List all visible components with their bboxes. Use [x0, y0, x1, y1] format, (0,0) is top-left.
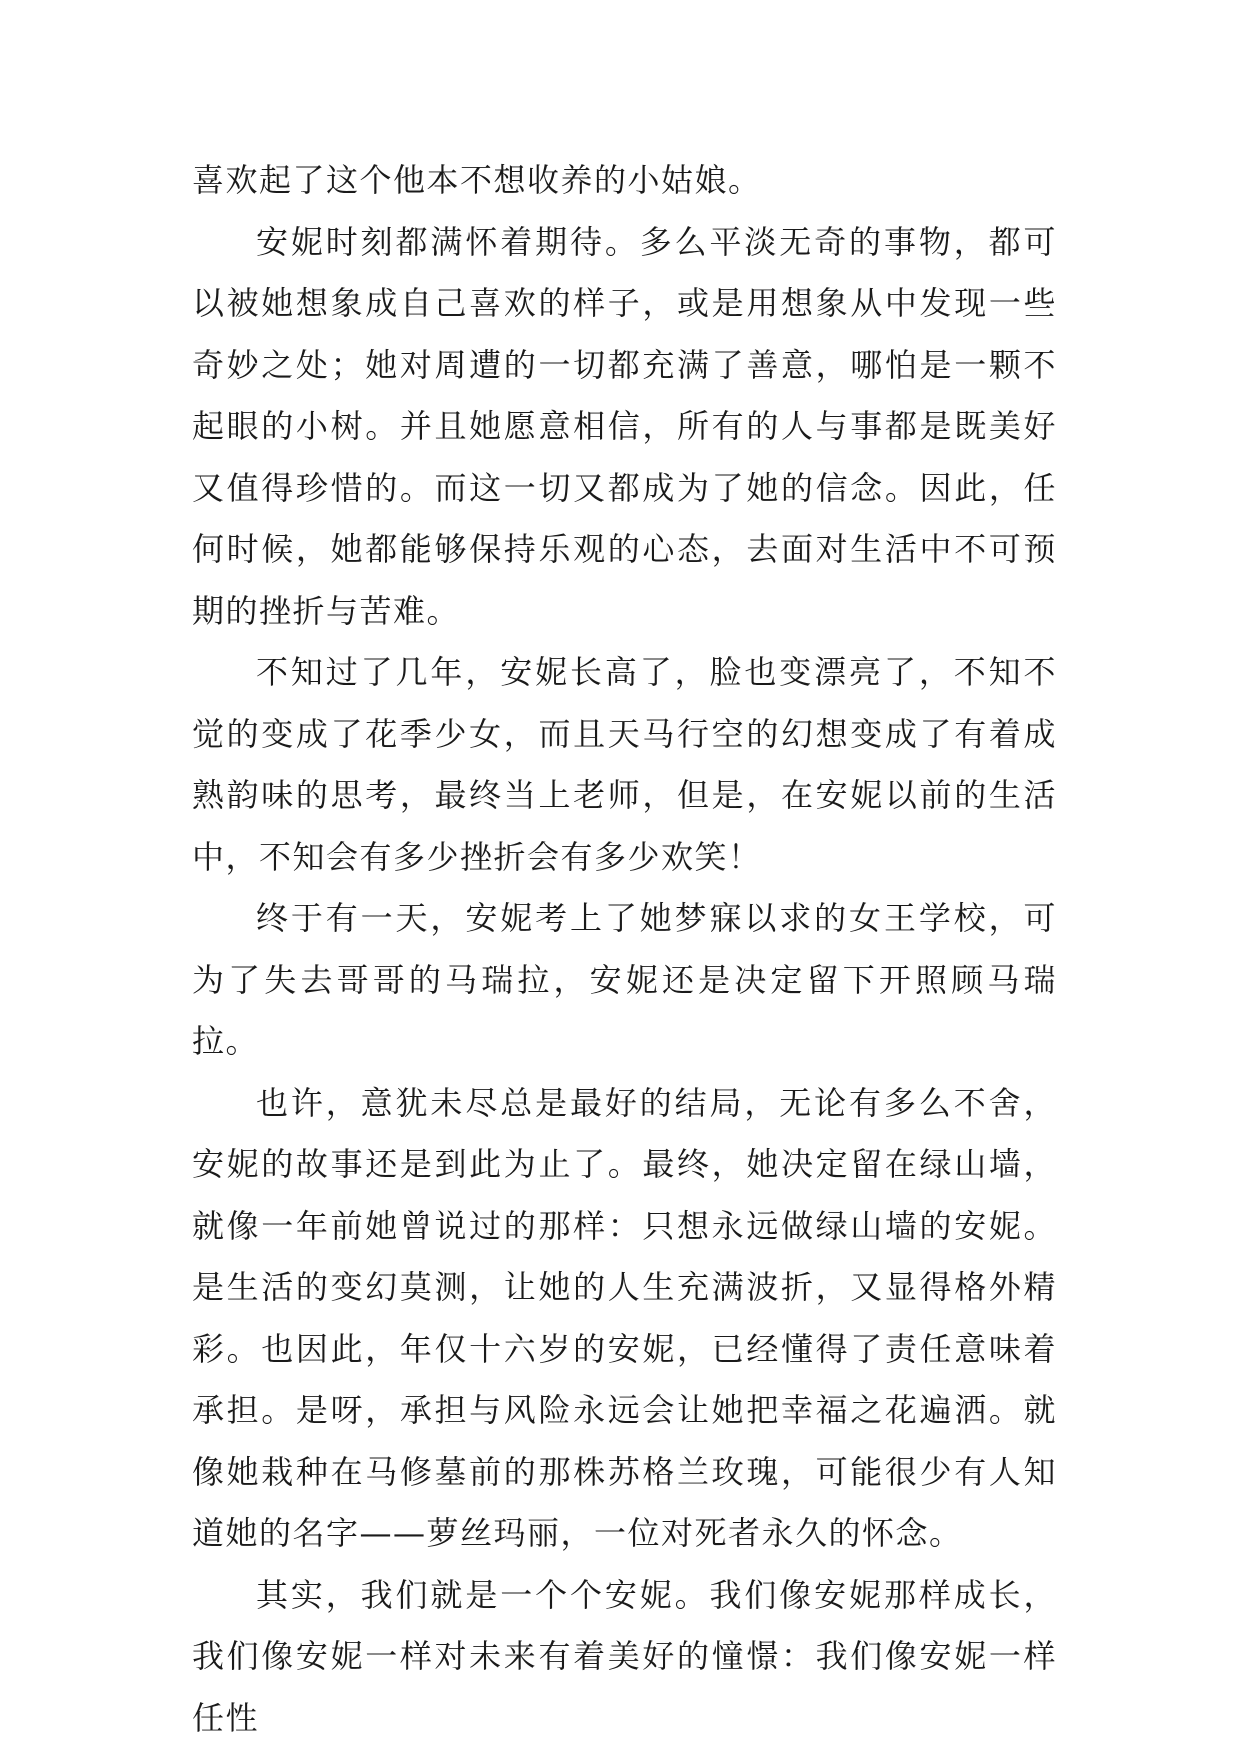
paragraph-3: 不知过了几年，安妮长高了，脸也变漂亮了，不知不觉的变成了花季少女，而且天马行空的幻想变成了有着成熟韵味的思考，最终当上老师，但是，在安妮以前的生活中，不知会有多少挫折会有多少欢笑！	[192, 653, 1057, 876]
paragraph-4: 终于有一天，安妮考上了她梦寐以求的女王学校，可为了失去哥哥的马瑞拉，安妮还是决定留下开照顾马瑞拉。	[192, 899, 1057, 1060]
document-body	[192, 150, 1057, 1749]
paragraph-5: 也许，意犹未尽总是最好的结局，无论有多么不舍，安妮的故事还是到此为止了。最终，她决定留在绿山墙，就像一年前她曾说过的那样：只想永远做绿山墙的安妮。是生活的变幻莫测，让她的人生充满波折，又显得格外精彩。也因此，年仅十六岁的安妮，已经懂得了责任意味着承担。是呀，承担与风险永远会让她把幸福之花遍洒。就像她栽种在马修墓前的那株苏格兰玫瑰，可能很少有人知道她的名字——萝丝玛丽，一位对死者永久的怀念。	[192, 1083, 1057, 1552]
paragraph-2: 安妮时刻都满怀着期待。多么平淡无奇的事物，都可以被她想象成自己喜欢的样子，或是用想象从中发现一些奇妙之处；她对周遭的一切都充满了善意，哪怕是一颗不起眼的小树。并且她愿意相信，所有的人与事都是既美好又值得珍惜的。而这一切又都成为了她的信念。因此，任何时候，她都能够保持乐观的心态，去面对生活中不可预期的挫折与苦难。	[192, 222, 1057, 630]
paragraph-6: 其实，我们就是一个个安妮。我们像安妮那样成长，我们像安妮一样对未来有着美好的憧憬：我们像安妮一样任性	[192, 1575, 1057, 1737]
paragraph-1: 喜欢起了这个他本不想收养的小姑娘。	[192, 161, 762, 199]
